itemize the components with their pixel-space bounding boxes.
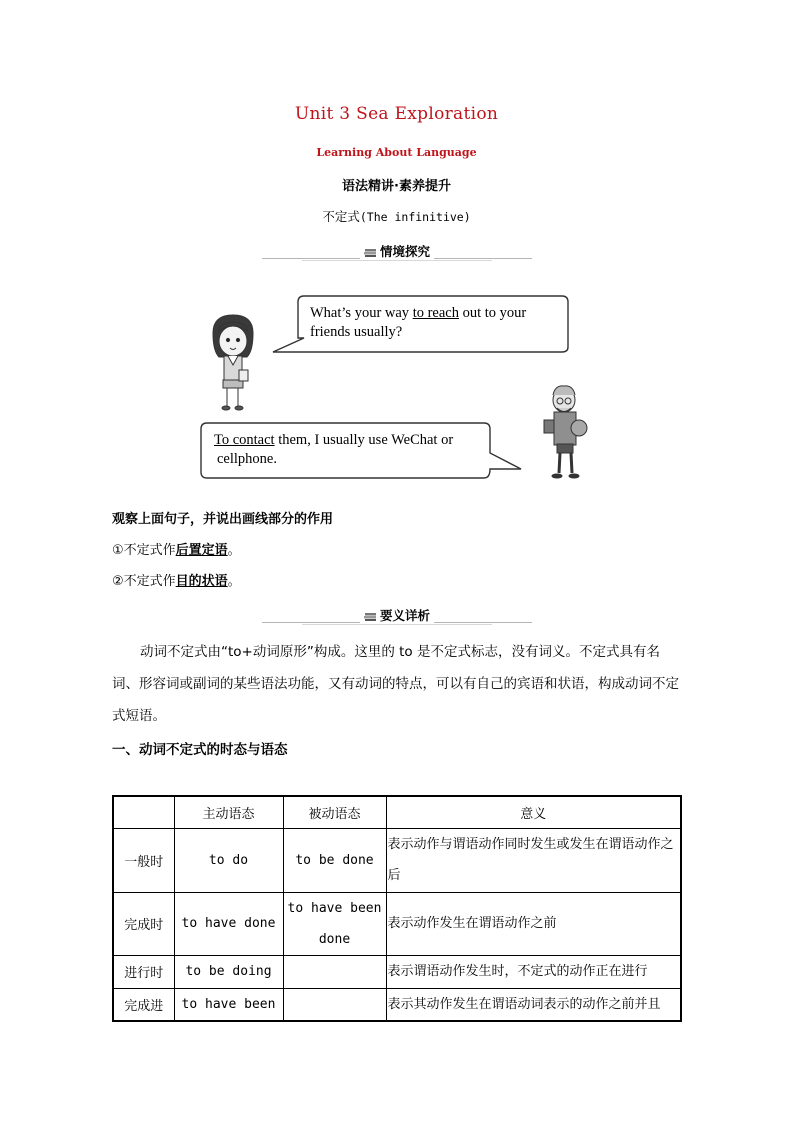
section-heading: 语法精讲·素养提升 <box>342 179 451 194</box>
banner-key-points <box>262 606 532 628</box>
item2-prefix: ②不定式作 <box>112 574 176 589</box>
girl-figure <box>213 315 253 410</box>
passive-cell <box>283 988 386 1021</box>
tense-cell: 完成进 <box>113 988 174 1021</box>
question-text-pre: What’s your way <box>310 305 413 321</box>
banner-key-points-label: 要义详析 <box>379 608 430 623</box>
table-row <box>113 988 681 1021</box>
passive-cell: to be done <box>283 828 386 892</box>
banner-situation <box>262 242 532 264</box>
table-row <box>113 955 681 988</box>
table-header-cell: 被动语态 <box>283 796 386 828</box>
answer-text-post: them, I usually use WeChat or <box>274 432 454 448</box>
topic-cn: 不定式 <box>322 209 360 224</box>
item1-answer: 后置定语 <box>175 543 228 558</box>
item1-suffix: 。 <box>227 543 241 558</box>
heading-tense-voice: 一、动词不定式的时态与语态 <box>112 742 288 758</box>
item1-prefix: ①不定式作 <box>112 543 176 558</box>
banner-situation-label: 情境探究 <box>379 244 430 259</box>
active-cell: to have been <box>174 988 283 1021</box>
tense-cell: 完成时 <box>113 892 174 955</box>
active-cell: to have done <box>174 892 283 955</box>
tense-cell: 一般时 <box>113 828 174 892</box>
table-header-cell: 主动语态 <box>174 796 283 828</box>
topic-en: (The infinitive) <box>359 210 471 224</box>
exercise-item-2 <box>112 570 241 589</box>
table-header-cell: 意义 <box>386 796 681 828</box>
question-text-post: out to your <box>458 305 527 321</box>
active-cell: to be doing <box>174 955 283 988</box>
passive-cell <box>283 955 386 988</box>
topic-line <box>0 207 793 225</box>
table-row <box>113 828 681 892</box>
exercise-item-1 <box>112 539 241 558</box>
answer-underlined: To contact <box>214 432 275 448</box>
question-text-line2: friends usually? <box>310 324 403 340</box>
table-header-cell <box>113 796 174 828</box>
question-underlined: to reach <box>412 305 459 321</box>
passive-cell: to have been done <box>283 892 386 955</box>
explanation-paragraph: 动词不定式由“to+动词原形”构成。这里的 to 是不定式标志，没有词义。不定式具有名词、形容词或副词的某些语法功能，又有动词的特点，可以有自己的宾语和状语，构成动词不定式短语。 <box>112 644 679 724</box>
answer-text <box>214 431 490 469</box>
meaning-cell: 表示动作与谓语动作同时发生或发生在谓语动作之后 <box>386 828 681 892</box>
old-man-figure <box>544 386 587 478</box>
meaning-cell: 表示动作发生在谓语动作之前 <box>386 892 681 955</box>
item2-answer: 目的状语 <box>175 574 228 589</box>
table-row <box>113 892 681 955</box>
table-header-row <box>113 796 681 828</box>
item2-suffix: 。 <box>227 574 241 589</box>
page-title: Unit 3 Sea Exploration <box>294 104 499 124</box>
active-cell: to do <box>174 828 283 892</box>
infinitive-table <box>112 795 682 1022</box>
question-text <box>310 304 566 342</box>
book-stack-icon <box>364 612 377 621</box>
exercise-prompt: 观察上面句子，并说出画线部分的作用 <box>112 512 334 527</box>
tense-cell: 进行时 <box>113 955 174 988</box>
answer-text-line2: cellphone. <box>217 451 277 467</box>
meaning-cell: 表示谓语动作发生时，不定式的动作正在进行 <box>386 955 681 988</box>
page-subtitle: Learning About Language <box>316 146 477 159</box>
book-stack-icon <box>364 248 377 257</box>
meaning-cell: 表示其动作发生在谓语动词表示的动作之前并且 <box>386 988 681 1021</box>
